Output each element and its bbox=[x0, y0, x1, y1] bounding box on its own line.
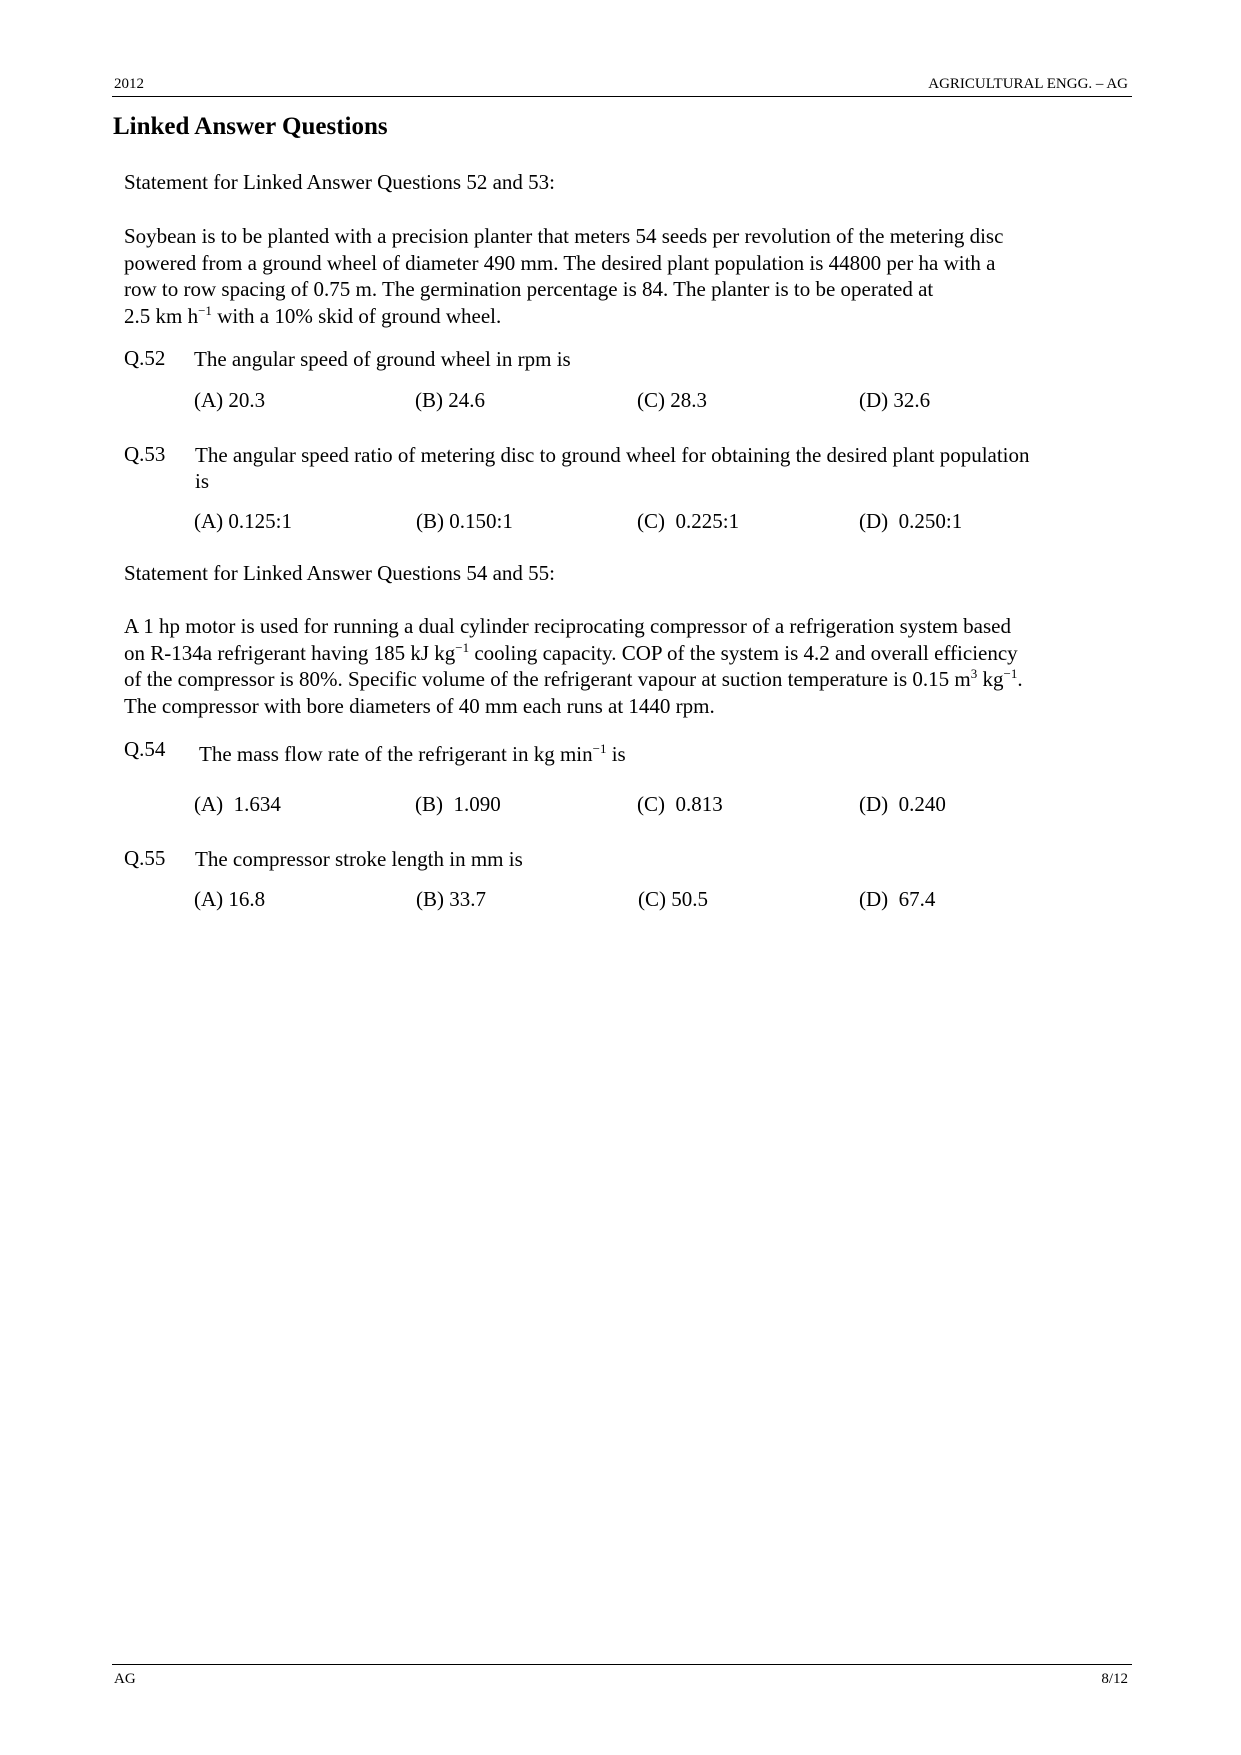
question-number-55: Q.55 bbox=[124, 846, 166, 870]
footer-page-number: 8/12 bbox=[1101, 1671, 1128, 1687]
statement-paragraph-52-53 bbox=[124, 223, 1118, 329]
question-text: The mass flow rate of the refrigerant in kg min bbox=[199, 742, 593, 766]
q52-option-d: (D) 32.6 bbox=[859, 388, 931, 412]
statement-label-54-55: Statement for Linked Answer Questions 54 and 55: bbox=[124, 561, 556, 585]
q53-option-b: (B) 0.150:1 bbox=[416, 509, 513, 533]
q54-option-d: (D) 0.240 bbox=[859, 792, 946, 816]
superscript: −1 bbox=[592, 741, 607, 756]
question-line: is bbox=[195, 469, 210, 493]
question-number-53: Q.53 bbox=[124, 442, 166, 466]
footer-paper-code: AG bbox=[114, 1671, 136, 1687]
statement-text: on R-134a refrigerant having 185 kJ kg bbox=[124, 640, 456, 665]
statement-paragraph-54-55 bbox=[124, 613, 1118, 719]
statement-line: row to row spacing of 0.75 m. The germination percentage is 84. The planter is to be operated at bbox=[124, 277, 934, 301]
superscript: −1 bbox=[198, 302, 212, 318]
statement-line: The compressor with bore diameters of 40 mm each runs at 1440 rpm. bbox=[124, 693, 715, 718]
question-text-55: The compressor stroke length in mm is bbox=[195, 847, 523, 871]
q54-option-a: (A) 1.634 bbox=[194, 792, 281, 816]
statement-line: Soybean is to be planted with a precision planter that meters 54 seeds per revolution of the metering disc bbox=[124, 224, 1004, 248]
q55-option-a: (A) 16.8 bbox=[194, 887, 266, 911]
q55-option-d: (D) 67.4 bbox=[859, 887, 936, 911]
superscript: −1 bbox=[455, 639, 470, 655]
question-text-52: The angular speed of ground wheel in rpm is bbox=[194, 347, 571, 371]
question-text: is bbox=[606, 742, 626, 766]
header-paper-title: AGRICULTURAL ENGG. – AG bbox=[928, 76, 1128, 92]
question-number-52: Q.52 bbox=[124, 346, 166, 370]
q53-option-c: (C) 0.225:1 bbox=[637, 509, 740, 533]
page-header bbox=[112, 74, 1132, 97]
q52-option-a: (A) 20.3 bbox=[194, 388, 266, 412]
statement-line: A 1 hp motor is used for running a dual cylinder reciprocating compressor of a refrigeration system based bbox=[124, 614, 1011, 638]
q54-option-c: (C) 0.813 bbox=[637, 792, 723, 816]
statement-text: cooling capacity. COP of the system is 4.2 and overall efficiency bbox=[469, 640, 1018, 665]
statement-line bbox=[124, 640, 1118, 667]
question-text-53 bbox=[195, 442, 1120, 494]
question-text-54 bbox=[199, 741, 1124, 767]
statement-text: . bbox=[1017, 667, 1023, 691]
q52-option-c: (C) 28.3 bbox=[637, 388, 707, 412]
q53-option-d: (D) 0.250:1 bbox=[859, 509, 963, 533]
q55-option-b: (B) 33.7 bbox=[416, 887, 486, 911]
statement-line bbox=[124, 303, 1118, 330]
page-footer bbox=[112, 1664, 1132, 1687]
statement-line bbox=[124, 666, 1118, 693]
statement-text: kg bbox=[977, 667, 1004, 691]
statement-text: 2.5 km h bbox=[124, 303, 199, 328]
question-line: The angular speed ratio of metering disc to ground wheel for obtaining the desired plant population bbox=[195, 443, 1030, 467]
superscript: −1 bbox=[1003, 666, 1018, 681]
statement-label-52-53: Statement for Linked Answer Questions 52 and 53: bbox=[124, 170, 556, 194]
header-year: 2012 bbox=[114, 76, 144, 92]
statement-text: with a 10% skid of ground wheel. bbox=[211, 303, 502, 328]
statement-text: of the compressor is 80%. Specific volume of the refrigerant vapour at suction temperature is 0.15 m bbox=[124, 667, 971, 691]
q54-option-b: (B) 1.090 bbox=[415, 792, 501, 816]
q55-option-c: (C) 50.5 bbox=[638, 887, 708, 911]
question-number-54: Q.54 bbox=[124, 737, 166, 761]
statement-line: powered from a ground wheel of diameter 490 mm. The desired plant population is 44800 per ha with a bbox=[124, 250, 996, 275]
q52-option-b: (B) 24.6 bbox=[415, 388, 485, 412]
q53-option-a: (A) 0.125:1 bbox=[194, 509, 292, 533]
section-title: Linked Answer Questions bbox=[113, 113, 388, 140]
superscript: 3 bbox=[970, 666, 978, 681]
